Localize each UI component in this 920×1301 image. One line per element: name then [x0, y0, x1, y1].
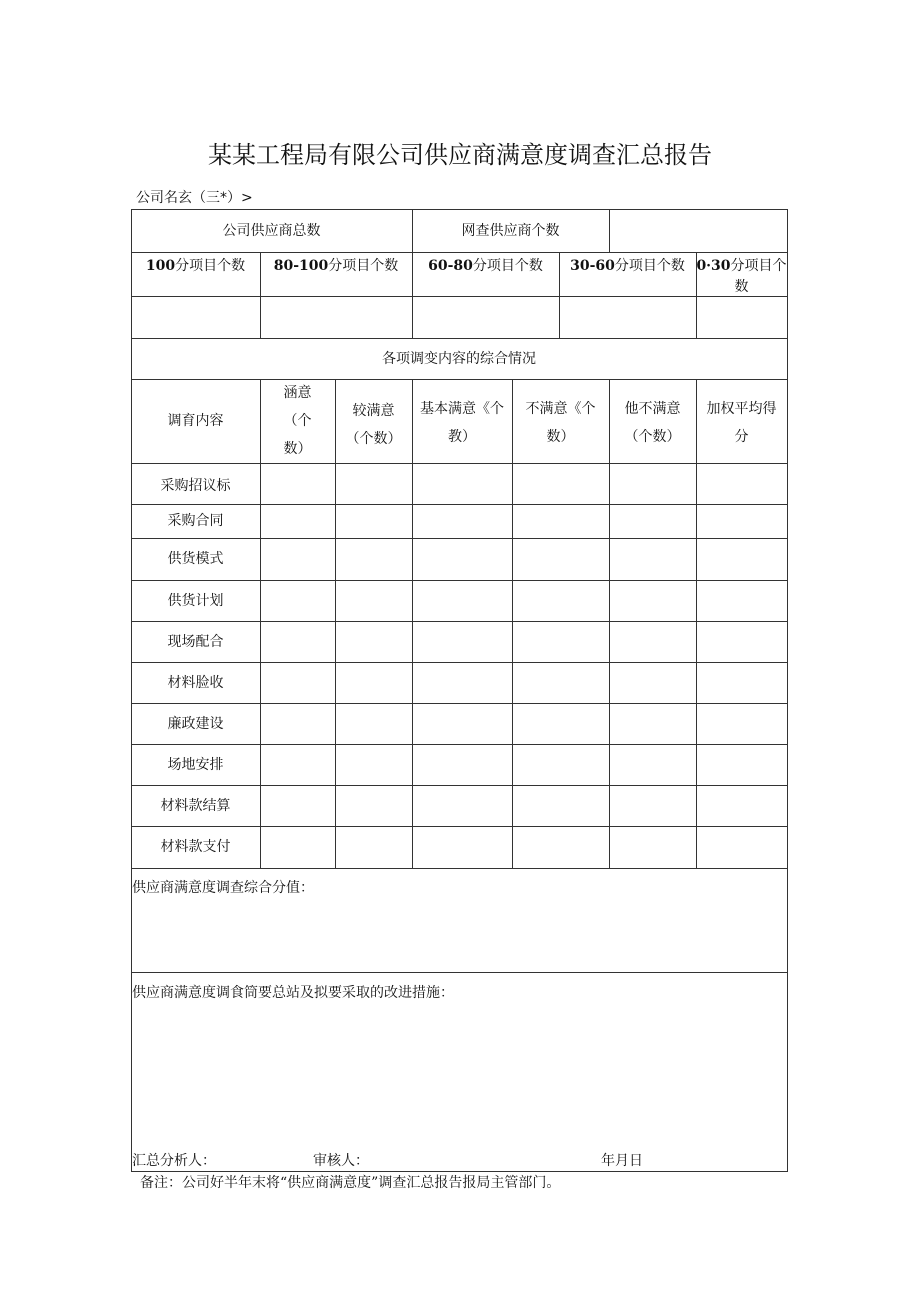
section-title: 各项调变内容的综合情况 [382, 350, 536, 367]
score-band-100: 100分项目个数 [145, 258, 246, 274]
composite-score-label: 供应商满意度调查综合分值： [132, 880, 314, 896]
col-header-very-satisfied: 涵意 （个 数） [283, 385, 312, 457]
col-header-weighted-score: 加权平均得 分 [706, 401, 777, 445]
surveyed-suppliers-value [609, 209, 787, 252]
table-row-label: 材料款结算 [160, 797, 231, 814]
total-suppliers-label: 公司供应商总数 [222, 222, 321, 239]
surveyed-suppliers-label: 网查供应商个数 [461, 222, 560, 239]
table-row-label: 采购合同 [167, 513, 224, 529]
improvement-measures-label: 供应商满意度调食筒要总站及拟要采取的改进措施： [132, 985, 454, 1001]
table-row-label: 采购招议标 [160, 477, 231, 494]
col-header-content: 调育内容 [167, 413, 224, 429]
col-header-satisfied: 较满意 （个数） [345, 403, 402, 447]
page-title: 某某工程局有限公司供应商满意度调查汇总报告 [208, 141, 712, 169]
score-band-60-80: 60-80分项目个数 [428, 258, 543, 274]
table-row-label: 供货模式 [167, 551, 224, 567]
col-header-not-satisfied: 不满意《个 数） [525, 401, 596, 445]
score-band-80-100: 80-100分项目个数 [273, 258, 399, 274]
score-band-30-60: 30-60分项目个数 [570, 258, 685, 274]
col-header-basic-satisfied: 基本满意《个 教） [420, 401, 504, 445]
analyst-label: 汇总分析人： [132, 1153, 216, 1169]
score-band-0-30: 0·30分项目个数 [696, 258, 787, 295]
remark-note: 备注：公司好半年末将“供应商满意度”调查汇总报告报局主管部门。 [140, 1175, 561, 1191]
company-name-label: 公司名玄（三*）> [136, 190, 253, 206]
table-row-label: 场地安排 [167, 756, 224, 773]
col-header-very-not-satisfied: 他不满意 （个数） [624, 401, 681, 445]
table-row-label: 现场配合 [167, 633, 224, 650]
table-row-label: 材料款支付 [160, 839, 231, 855]
table-row-label: 廉政建设 [167, 715, 224, 732]
date-label: 年月日 [601, 1153, 643, 1169]
table-row-label: 材料脸收 [167, 674, 224, 691]
reviewer-label: 审核人： [313, 1153, 369, 1169]
table-row-label: 供货计划 [167, 592, 224, 609]
